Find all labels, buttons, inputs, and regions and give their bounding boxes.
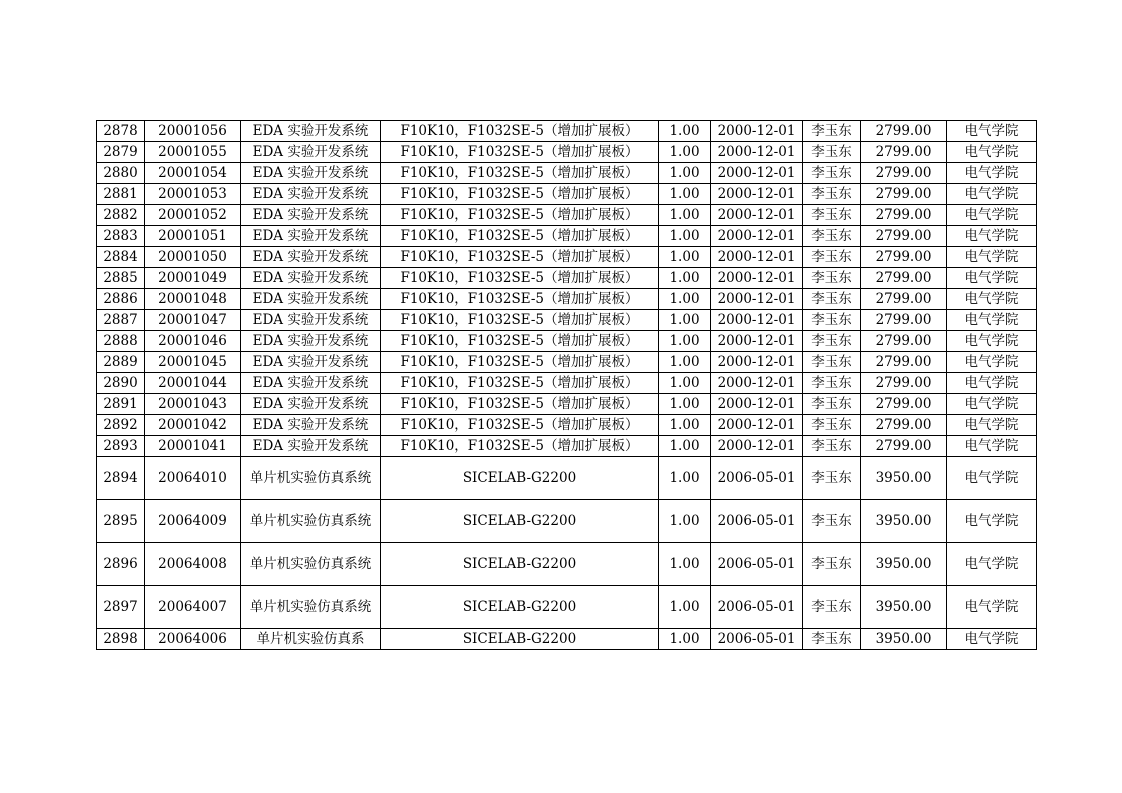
purchase-date-cell: 2000-12-01 <box>711 163 803 184</box>
model-spec-cell: F10K10，F1032SE-5（增加扩展板） <box>381 163 659 184</box>
unit-price-cell: 3950.00 <box>861 500 947 543</box>
asset-code-cell: 20001050 <box>145 247 241 268</box>
purchase-date-cell: 2000-12-01 <box>711 247 803 268</box>
purchase-date-cell: 2006-05-01 <box>711 500 803 543</box>
purchase-date-cell: 2000-12-01 <box>711 373 803 394</box>
department-cell: 电气学院 <box>947 163 1037 184</box>
equipment-name-cell: EDA 实验开发系统 <box>241 394 381 415</box>
model-spec-cell: F10K10，F1032SE-5（增加扩展板） <box>381 247 659 268</box>
table-row <box>97 436 1037 457</box>
purchase-date-cell: 2000-12-01 <box>711 205 803 226</box>
equipment-name-cell: EDA 实验开发系统 <box>241 247 381 268</box>
row-number-cell: 2891 <box>97 394 145 415</box>
model-spec-cell: F10K10，F1032SE-5（增加扩展板） <box>381 352 659 373</box>
table-row <box>97 163 1037 184</box>
model-spec-cell: F10K10，F1032SE-5（增加扩展板） <box>381 142 659 163</box>
custodian-cell: 李玉东 <box>803 268 861 289</box>
model-spec-cell: F10K10，F1032SE-5（增加扩展板） <box>381 184 659 205</box>
equipment-name-cell: EDA 实验开发系统 <box>241 268 381 289</box>
asset-code-cell: 20064010 <box>145 457 241 500</box>
equipment-name-cell: EDA 实验开发系统 <box>241 205 381 226</box>
row-number-cell: 2887 <box>97 310 145 331</box>
department-cell: 电气学院 <box>947 121 1037 142</box>
custodian-cell: 李玉东 <box>803 586 861 629</box>
model-spec-cell: F10K10，F1032SE-5（增加扩展板） <box>381 394 659 415</box>
equipment-name-cell: 单片机实验仿真系统 <box>241 457 381 500</box>
table-row <box>97 226 1037 247</box>
table-row <box>97 310 1037 331</box>
custodian-cell: 李玉东 <box>803 415 861 436</box>
asset-code-cell: 20001041 <box>145 436 241 457</box>
unit-price-cell: 2799.00 <box>861 436 947 457</box>
model-spec-cell: F10K10，F1032SE-5（增加扩展板） <box>381 205 659 226</box>
quantity-cell: 1.00 <box>659 121 711 142</box>
purchase-date-cell: 2006-05-01 <box>711 629 803 650</box>
row-number-cell: 2896 <box>97 543 145 586</box>
custodian-cell: 李玉东 <box>803 310 861 331</box>
model-spec-cell: SICELAB-G2200 <box>381 629 659 650</box>
purchase-date-cell: 2000-12-01 <box>711 184 803 205</box>
purchase-date-cell: 2000-12-01 <box>711 331 803 352</box>
asset-code-cell: 20001051 <box>145 226 241 247</box>
asset-code-cell: 20001043 <box>145 394 241 415</box>
department-cell: 电气学院 <box>947 415 1037 436</box>
table-row <box>97 142 1037 163</box>
unit-price-cell: 2799.00 <box>861 310 947 331</box>
table-row <box>97 121 1037 142</box>
equipment-name-cell: EDA 实验开发系统 <box>241 226 381 247</box>
model-spec-cell: F10K10，F1032SE-5（增加扩展板） <box>381 121 659 142</box>
row-number-cell: 2892 <box>97 415 145 436</box>
department-cell: 电气学院 <box>947 352 1037 373</box>
unit-price-cell: 2799.00 <box>861 184 947 205</box>
row-number-cell: 2880 <box>97 163 145 184</box>
quantity-cell: 1.00 <box>659 373 711 394</box>
unit-price-cell: 3950.00 <box>861 629 947 650</box>
asset-code-cell: 20064009 <box>145 500 241 543</box>
table-row <box>97 331 1037 352</box>
asset-code-cell: 20001053 <box>145 184 241 205</box>
purchase-date-cell: 2000-12-01 <box>711 352 803 373</box>
department-cell: 电气学院 <box>947 184 1037 205</box>
asset-code-cell: 20001048 <box>145 289 241 310</box>
purchase-date-cell: 2000-12-01 <box>711 394 803 415</box>
row-number-cell: 2889 <box>97 352 145 373</box>
purchase-date-cell: 2000-12-01 <box>711 436 803 457</box>
table-row <box>97 289 1037 310</box>
equipment-name-cell: EDA 实验开发系统 <box>241 331 381 352</box>
department-cell: 电气学院 <box>947 543 1037 586</box>
quantity-cell: 1.00 <box>659 436 711 457</box>
custodian-cell: 李玉东 <box>803 500 861 543</box>
equipment-name-cell: EDA 实验开发系统 <box>241 373 381 394</box>
custodian-cell: 李玉东 <box>803 226 861 247</box>
department-cell: 电气学院 <box>947 586 1037 629</box>
quantity-cell: 1.00 <box>659 352 711 373</box>
equipment-name-cell: 单片机实验仿真系统 <box>241 586 381 629</box>
unit-price-cell: 2799.00 <box>861 394 947 415</box>
asset-code-cell: 20001046 <box>145 331 241 352</box>
unit-price-cell: 2799.00 <box>861 331 947 352</box>
model-spec-cell: F10K10，F1032SE-5（增加扩展板） <box>381 373 659 394</box>
table-row <box>97 586 1037 629</box>
department-cell: 电气学院 <box>947 629 1037 650</box>
asset-code-cell: 20001049 <box>145 268 241 289</box>
model-spec-cell: SICELAB-G2200 <box>381 543 659 586</box>
asset-code-cell: 20001055 <box>145 142 241 163</box>
custodian-cell: 李玉东 <box>803 394 861 415</box>
quantity-cell: 1.00 <box>659 629 711 650</box>
table-row <box>97 629 1037 650</box>
quantity-cell: 1.00 <box>659 247 711 268</box>
department-cell: 电气学院 <box>947 457 1037 500</box>
model-spec-cell: F10K10，F1032SE-5（增加扩展板） <box>381 310 659 331</box>
quantity-cell: 1.00 <box>659 394 711 415</box>
custodian-cell: 李玉东 <box>803 629 861 650</box>
unit-price-cell: 2799.00 <box>861 226 947 247</box>
equipment-table <box>96 120 1037 650</box>
unit-price-cell: 2799.00 <box>861 415 947 436</box>
department-cell: 电气学院 <box>947 205 1037 226</box>
custodian-cell: 李玉东 <box>803 457 861 500</box>
asset-code-cell: 20001042 <box>145 415 241 436</box>
equipment-name-cell: EDA 实验开发系统 <box>241 352 381 373</box>
quantity-cell: 1.00 <box>659 586 711 629</box>
row-number-cell: 2883 <box>97 226 145 247</box>
model-spec-cell: F10K10，F1032SE-5（增加扩展板） <box>381 268 659 289</box>
row-number-cell: 2890 <box>97 373 145 394</box>
quantity-cell: 1.00 <box>659 268 711 289</box>
quantity-cell: 1.00 <box>659 184 711 205</box>
department-cell: 电气学院 <box>947 289 1037 310</box>
row-number-cell: 2888 <box>97 331 145 352</box>
row-number-cell: 2881 <box>97 184 145 205</box>
custodian-cell: 李玉东 <box>803 142 861 163</box>
model-spec-cell: F10K10，F1032SE-5（增加扩展板） <box>381 226 659 247</box>
custodian-cell: 李玉东 <box>803 163 861 184</box>
table-row <box>97 205 1037 226</box>
table-row <box>97 268 1037 289</box>
unit-price-cell: 3950.00 <box>861 543 947 586</box>
unit-price-cell: 2799.00 <box>861 205 947 226</box>
unit-price-cell: 2799.00 <box>861 142 947 163</box>
equipment-name-cell: EDA 实验开发系统 <box>241 415 381 436</box>
quantity-cell: 1.00 <box>659 163 711 184</box>
department-cell: 电气学院 <box>947 310 1037 331</box>
purchase-date-cell: 2000-12-01 <box>711 121 803 142</box>
custodian-cell: 李玉东 <box>803 289 861 310</box>
quantity-cell: 1.00 <box>659 142 711 163</box>
custodian-cell: 李玉东 <box>803 205 861 226</box>
purchase-date-cell: 2000-12-01 <box>711 142 803 163</box>
table-row <box>97 373 1037 394</box>
equipment-name-cell: EDA 实验开发系统 <box>241 436 381 457</box>
row-number-cell: 2882 <box>97 205 145 226</box>
unit-price-cell: 2799.00 <box>861 289 947 310</box>
unit-price-cell: 2799.00 <box>861 247 947 268</box>
row-number-cell: 2878 <box>97 121 145 142</box>
table-row <box>97 184 1037 205</box>
unit-price-cell: 3950.00 <box>861 586 947 629</box>
department-cell: 电气学院 <box>947 500 1037 543</box>
purchase-date-cell: 2006-05-01 <box>711 457 803 500</box>
model-spec-cell: SICELAB-G2200 <box>381 500 659 543</box>
quantity-cell: 1.00 <box>659 205 711 226</box>
table-row <box>97 543 1037 586</box>
equipment-name-cell: EDA 实验开发系统 <box>241 163 381 184</box>
asset-code-cell: 20064007 <box>145 586 241 629</box>
custodian-cell: 李玉东 <box>803 373 861 394</box>
equipment-name-cell: EDA 实验开发系统 <box>241 121 381 142</box>
purchase-date-cell: 2000-12-01 <box>711 310 803 331</box>
custodian-cell: 李玉东 <box>803 331 861 352</box>
model-spec-cell: F10K10，F1032SE-5（增加扩展板） <box>381 436 659 457</box>
quantity-cell: 1.00 <box>659 289 711 310</box>
purchase-date-cell: 2000-12-01 <box>711 226 803 247</box>
asset-code-cell: 20001045 <box>145 352 241 373</box>
department-cell: 电气学院 <box>947 436 1037 457</box>
model-spec-cell: SICELAB-G2200 <box>381 457 659 500</box>
asset-code-cell: 20001052 <box>145 205 241 226</box>
equipment-name-cell: EDA 实验开发系统 <box>241 142 381 163</box>
unit-price-cell: 2799.00 <box>861 373 947 394</box>
row-number-cell: 2885 <box>97 268 145 289</box>
quantity-cell: 1.00 <box>659 331 711 352</box>
department-cell: 电气学院 <box>947 142 1037 163</box>
quantity-cell: 1.00 <box>659 500 711 543</box>
unit-price-cell: 3950.00 <box>861 457 947 500</box>
equipment-name-cell: EDA 实验开发系统 <box>241 184 381 205</box>
department-cell: 电气学院 <box>947 331 1037 352</box>
table-row <box>97 394 1037 415</box>
custodian-cell: 李玉东 <box>803 543 861 586</box>
department-cell: 电气学院 <box>947 247 1037 268</box>
unit-price-cell: 2799.00 <box>861 163 947 184</box>
model-spec-cell: F10K10，F1032SE-5（增加扩展板） <box>381 331 659 352</box>
quantity-cell: 1.00 <box>659 415 711 436</box>
equipment-name-cell: EDA 实验开发系统 <box>241 310 381 331</box>
quantity-cell: 1.00 <box>659 457 711 500</box>
department-cell: 电气学院 <box>947 394 1037 415</box>
department-cell: 电气学院 <box>947 373 1037 394</box>
purchase-date-cell: 2000-12-01 <box>711 289 803 310</box>
quantity-cell: 1.00 <box>659 226 711 247</box>
model-spec-cell: F10K10，F1032SE-5（增加扩展板） <box>381 289 659 310</box>
purchase-date-cell: 2006-05-01 <box>711 543 803 586</box>
table-row <box>97 247 1037 268</box>
custodian-cell: 李玉东 <box>803 352 861 373</box>
table-row <box>97 415 1037 436</box>
equipment-name-cell: EDA 实验开发系统 <box>241 289 381 310</box>
asset-code-cell: 20064008 <box>145 543 241 586</box>
custodian-cell: 李玉东 <box>803 121 861 142</box>
purchase-date-cell: 2000-12-01 <box>711 415 803 436</box>
row-number-cell: 2879 <box>97 142 145 163</box>
purchase-date-cell: 2006-05-01 <box>711 586 803 629</box>
asset-code-cell: 20064006 <box>145 629 241 650</box>
equipment-name-cell: 单片机实验仿真系统 <box>241 543 381 586</box>
unit-price-cell: 2799.00 <box>861 121 947 142</box>
table-row <box>97 457 1037 500</box>
asset-code-cell: 20001054 <box>145 163 241 184</box>
model-spec-cell: SICELAB-G2200 <box>381 586 659 629</box>
unit-price-cell: 2799.00 <box>861 352 947 373</box>
equipment-name-cell: 单片机实验仿真系 <box>241 629 381 650</box>
equipment-name-cell: 单片机实验仿真系统 <box>241 500 381 543</box>
department-cell: 电气学院 <box>947 268 1037 289</box>
asset-code-cell: 20001047 <box>145 310 241 331</box>
asset-code-cell: 20001056 <box>145 121 241 142</box>
row-number-cell: 2895 <box>97 500 145 543</box>
unit-price-cell: 2799.00 <box>861 268 947 289</box>
row-number-cell: 2894 <box>97 457 145 500</box>
row-number-cell: 2893 <box>97 436 145 457</box>
department-cell: 电气学院 <box>947 226 1037 247</box>
quantity-cell: 1.00 <box>659 543 711 586</box>
custodian-cell: 李玉东 <box>803 436 861 457</box>
model-spec-cell: F10K10，F1032SE-5（增加扩展板） <box>381 415 659 436</box>
table-row <box>97 352 1037 373</box>
table-row <box>97 500 1037 543</box>
row-number-cell: 2886 <box>97 289 145 310</box>
purchase-date-cell: 2000-12-01 <box>711 268 803 289</box>
quantity-cell: 1.00 <box>659 310 711 331</box>
custodian-cell: 李玉东 <box>803 184 861 205</box>
row-number-cell: 2884 <box>97 247 145 268</box>
row-number-cell: 2897 <box>97 586 145 629</box>
row-number-cell: 2898 <box>97 629 145 650</box>
custodian-cell: 李玉东 <box>803 247 861 268</box>
asset-code-cell: 20001044 <box>145 373 241 394</box>
